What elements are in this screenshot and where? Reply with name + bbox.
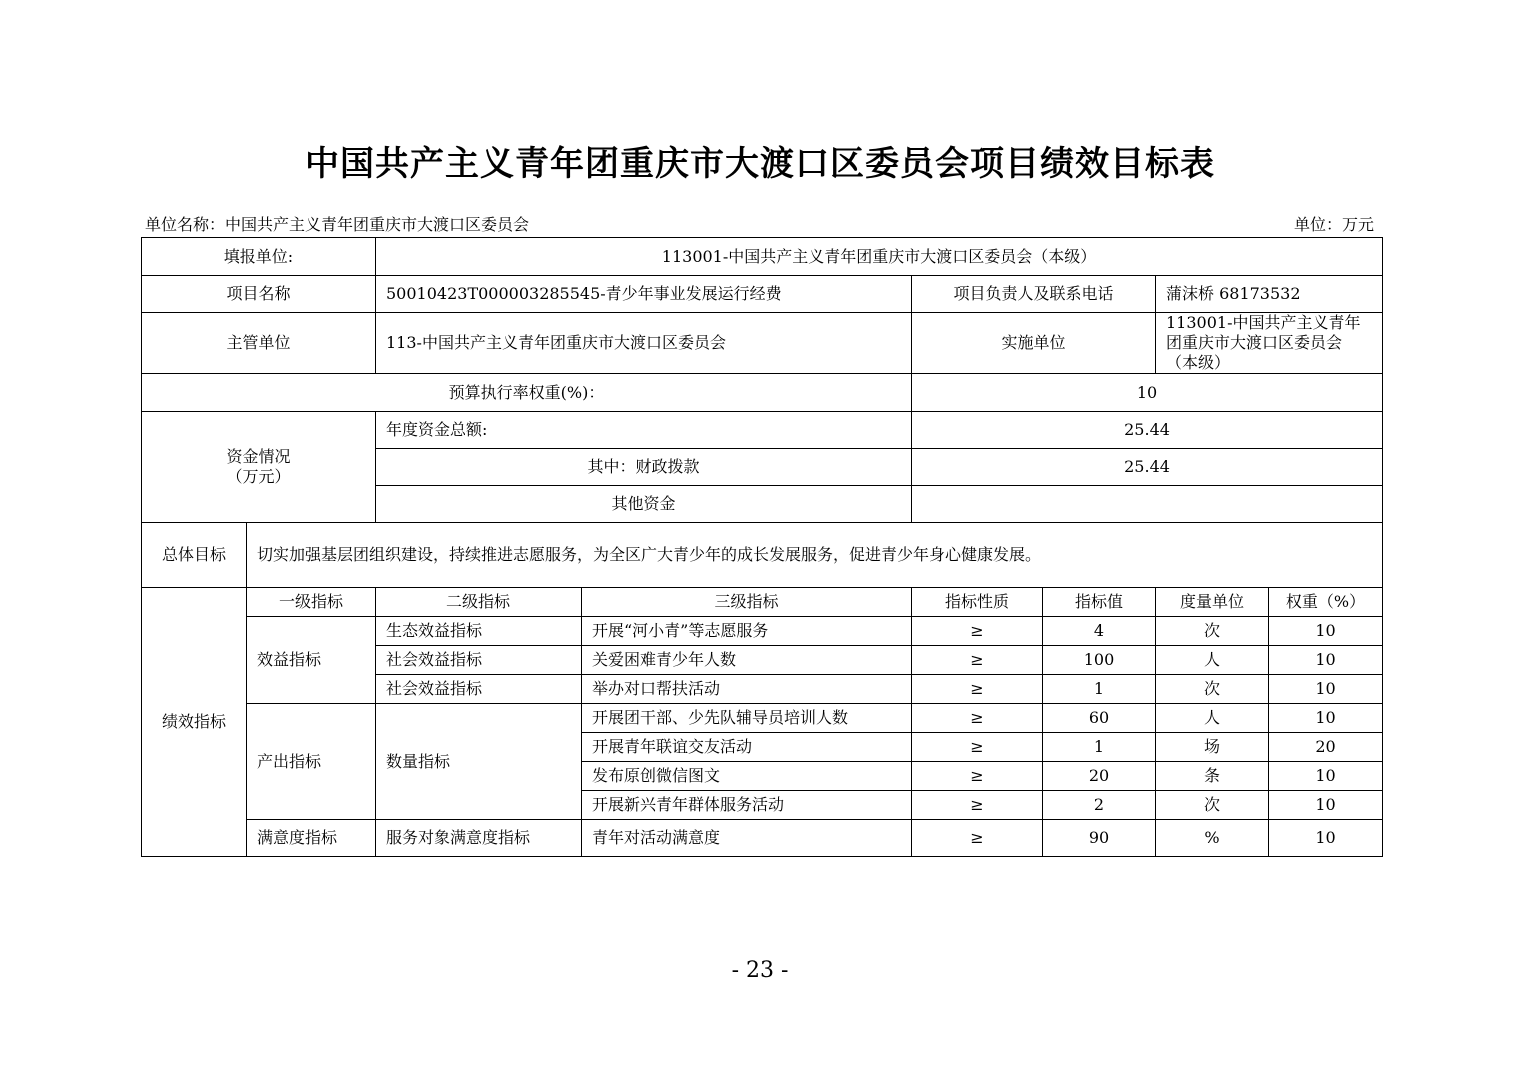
value-cell: 4	[1043, 617, 1156, 646]
filler-label: 填报单位:	[142, 238, 376, 276]
funds-label-line1: 资金情况	[226, 447, 291, 466]
unit-cell: 人	[1156, 646, 1269, 675]
header-level1: 一级指标	[247, 588, 376, 617]
funds-total-value: 25.44	[912, 412, 1383, 449]
unit-cell: 次	[1156, 791, 1269, 820]
nature-cell: ≥	[912, 617, 1043, 646]
supervisor-label: 主管单位	[142, 313, 376, 374]
level2-cell: 社会效益指标	[376, 646, 582, 675]
value-cell: 100	[1043, 646, 1156, 675]
header-weight: 权重（%）	[1269, 588, 1383, 617]
project-name-label: 项目名称	[142, 276, 376, 313]
manager-label: 项目负责人及联系电话	[912, 276, 1156, 313]
header-nature: 指标性质	[912, 588, 1043, 617]
nature-cell: ≥	[912, 733, 1043, 762]
currency-unit: 单位：万元	[1293, 215, 1374, 234]
filler-row	[142, 238, 1383, 276]
level2-cell: 服务对象满意度指标	[376, 820, 582, 857]
header-level2: 二级指标	[376, 588, 582, 617]
goal-row	[142, 523, 1383, 588]
budget-weight-label: 预算执行率权重(%)：	[142, 374, 912, 412]
level3-cell: 开展青年联谊交友活动	[582, 733, 912, 762]
level3-cell: 开展团干部、少先队辅导员培训人数	[582, 704, 912, 733]
unit-cell: %	[1156, 820, 1269, 857]
weight-cell: 10	[1269, 762, 1383, 791]
nature-cell: ≥	[912, 675, 1043, 704]
goal-label: 总体目标	[142, 523, 247, 588]
project-name-value: 50010423T000003285545-青少年事业发展运行经费	[376, 276, 912, 313]
indicators-label: 绩效指标	[142, 588, 247, 857]
implementer-label: 实施单位	[912, 313, 1156, 374]
level3-cell: 开展新兴青年群体服务活动	[582, 791, 912, 820]
unit-cell: 次	[1156, 617, 1269, 646]
unit-cell: 次	[1156, 675, 1269, 704]
nature-cell: ≥	[912, 762, 1043, 791]
value-cell: 20	[1043, 762, 1156, 791]
weight-cell: 10	[1269, 646, 1383, 675]
weight-cell: 10	[1269, 820, 1383, 857]
table-row	[142, 820, 1383, 857]
funds-other-label: 其他资金	[376, 486, 912, 523]
manager-value: 蒲沫桥 68173532	[1156, 276, 1383, 313]
performance-target-table	[141, 237, 1383, 857]
level2-cell: 社会效益指标	[376, 675, 582, 704]
header-unit: 度量单位	[1156, 588, 1269, 617]
table-row	[142, 617, 1383, 646]
header-level3: 三级指标	[582, 588, 912, 617]
page-title: 中国共产主义青年团重庆市大渡口区委员会项目绩效目标表	[305, 144, 1215, 184]
level3-cell: 关爱困难青少年人数	[582, 646, 912, 675]
nature-cell: ≥	[912, 646, 1043, 675]
funds-total-label: 年度资金总额:	[376, 412, 912, 449]
level1-satisfaction: 满意度指标	[247, 820, 376, 857]
funds-fiscal-value: 25.44	[912, 449, 1383, 486]
funds-label	[142, 412, 376, 523]
level2-cell: 生态效益指标	[376, 617, 582, 646]
nature-cell: ≥	[912, 704, 1043, 733]
supervisor-row	[142, 313, 1383, 374]
unit-cell: 场	[1156, 733, 1269, 762]
nature-cell: ≥	[912, 791, 1043, 820]
level1-benefit: 效益指标	[247, 617, 376, 704]
level3-cell: 发布原创微信图文	[582, 762, 912, 791]
indicator-header-row	[142, 588, 1383, 617]
funds-fiscal-label: 其中：财政拨款	[376, 449, 912, 486]
unit-cell: 条	[1156, 762, 1269, 791]
value-cell: 60	[1043, 704, 1156, 733]
funds-other-value	[912, 486, 1383, 523]
weight-cell: 10	[1269, 675, 1383, 704]
value-cell: 1	[1043, 733, 1156, 762]
unit-name: 单位名称：中国共产主义青年团重庆市大渡口区委员会	[145, 215, 530, 234]
level3-cell: 举办对口帮扶活动	[582, 675, 912, 704]
weight-cell: 10	[1269, 791, 1383, 820]
project-name-row	[142, 276, 1383, 313]
funds-label-line2: （万元）	[226, 467, 291, 486]
level2-quantity: 数量指标	[376, 704, 582, 820]
unit-cell: 人	[1156, 704, 1269, 733]
supervisor-value: 113-中国共产主义青年团重庆市大渡口区委员会	[376, 313, 912, 374]
funds-total-row	[142, 412, 1383, 449]
nature-cell: ≥	[912, 820, 1043, 857]
table-row	[142, 704, 1383, 733]
page-number: - 23 -	[731, 958, 789, 983]
value-cell: 2	[1043, 791, 1156, 820]
value-cell: 90	[1043, 820, 1156, 857]
level1-output: 产出指标	[247, 704, 376, 820]
header-value: 指标值	[1043, 588, 1156, 617]
budget-weight-row	[142, 374, 1383, 412]
budget-weight-value: 10	[912, 374, 1383, 412]
weight-cell: 10	[1269, 704, 1383, 733]
weight-cell: 20	[1269, 733, 1383, 762]
weight-cell: 10	[1269, 617, 1383, 646]
value-cell: 1	[1043, 675, 1156, 704]
level3-cell: 青年对活动满意度	[582, 820, 912, 857]
goal-text: 切实加强基层团组织建设，持续推进志愿服务，为全区广大青少年的成长发展服务，促进青少年身心健康发展。	[247, 523, 1383, 588]
level3-cell: 开展“河小青”等志愿服务	[582, 617, 912, 646]
implementer-value: 113001-中国共产主义青年团重庆市大渡口区委员会（本级）	[1156, 313, 1383, 374]
filler-value: 113001-中国共产主义青年团重庆市大渡口区委员会（本级）	[376, 238, 1383, 276]
